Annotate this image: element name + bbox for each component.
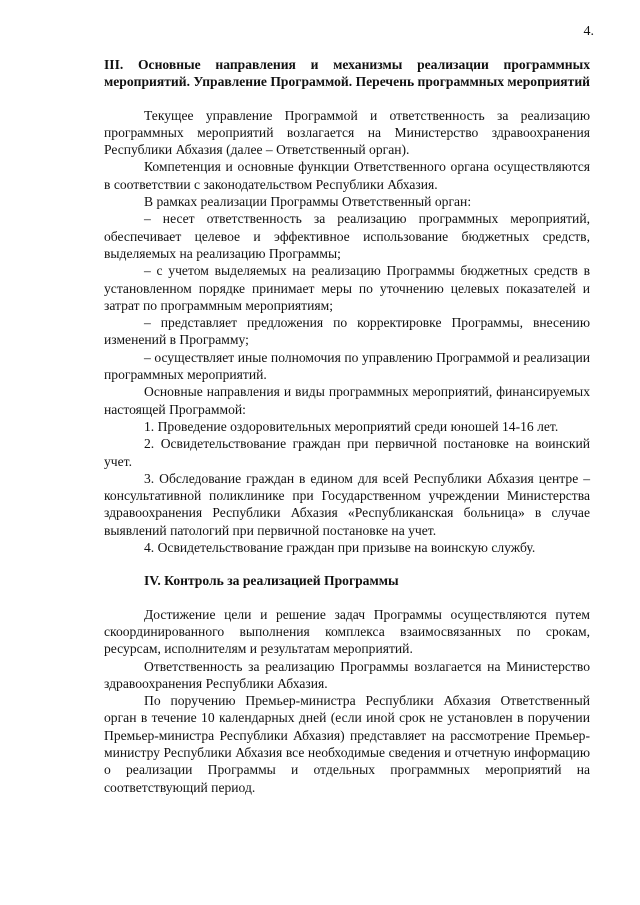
paragraph: Основные направления и виды программных мероприятий, финансируемых настоящей Программой:	[104, 384, 590, 417]
paragraph: В рамках реализации Программы Ответственный орган:	[144, 194, 472, 210]
section-4-body	[104, 606, 590, 796]
paragraph: Ответственность за реализацию Программы возлагается на Министерство здравоохранения Республики Абхазия.	[104, 658, 590, 691]
list-item: – несет ответственность за реализацию программных мероприятий, обеспечивает целевое и эффективное использование бюджетных средств, выделяемых на реализацию Программы;	[104, 211, 590, 261]
section-3-heading: III. Основные направления и механизмы реализации программных мероприятий. Управление Программой. Перечень программных мероприятий	[104, 57, 590, 90]
numbered-item: 3. Обследование граждан в едином для всей Республики Абхазия центре – консультативной поликлинике при Государственном учреждении Министерства здравоохранения Республики Абхазия «Республиканская больница» в случае выявлений патологий при первичной постановке на учет.	[104, 470, 590, 538]
numbered-item: 1. Проведение оздоровительных мероприятий среди юношей 14-16 лет.	[144, 418, 559, 434]
page-content	[104, 52, 590, 796]
section-4-heading: IV. Контроль за реализацией Программы	[144, 573, 399, 589]
numbered-item: 2. Освидетельствование граждан при первичной постановке на воинский учет.	[104, 436, 590, 469]
section-3-body	[104, 107, 590, 557]
numbered-item: 4. Освидетельствование граждан при призыве на воинскую службу.	[144, 540, 536, 556]
list-item: – представляет предложения по корректировке Программы, внесению изменений в Программу;	[104, 315, 590, 348]
page-number: 4.	[583, 24, 594, 39]
paragraph: Текущее управление Программой и ответственность за реализацию программных мероприятий возлагается на Министерство здравоохранения Республики Абхазия (далее – Ответственный орган).	[104, 107, 590, 158]
list-item: – осуществляет иные полномочия по управлению Программой и реализации программных мероприятий.	[104, 349, 590, 383]
paragraph: По поручению Премьер-министра Республики Абхазия Ответственный орган в течение 10 календарных дней (если иной срок не установлен в поручении Премьер-министра Республики Абхазия) представляет на рассмотрение Премьер-министру Республики Абхазия все необходимые сведения и отчетную информацию о реализации Программы и отдельных программных мероприятий на соответствующий период.	[104, 693, 590, 795]
list-item: – с учетом выделяемых на реализацию Программы бюджетных средств в установленном порядке принимает меры по уточнению целевых показателей и затрат по программным мероприятиям;	[104, 263, 590, 313]
paragraph: Достижение цели и решение задач Программы осуществляются путем скоординированного выполнения комплекса взаимосвязанных по срокам, ресурсам, исполнителям и результатам мероприятий.	[104, 606, 590, 657]
paragraph: Компетенция и основные функции Ответственного органа осуществляются в соответствии с законодательством Республики Абхазия.	[104, 159, 590, 192]
